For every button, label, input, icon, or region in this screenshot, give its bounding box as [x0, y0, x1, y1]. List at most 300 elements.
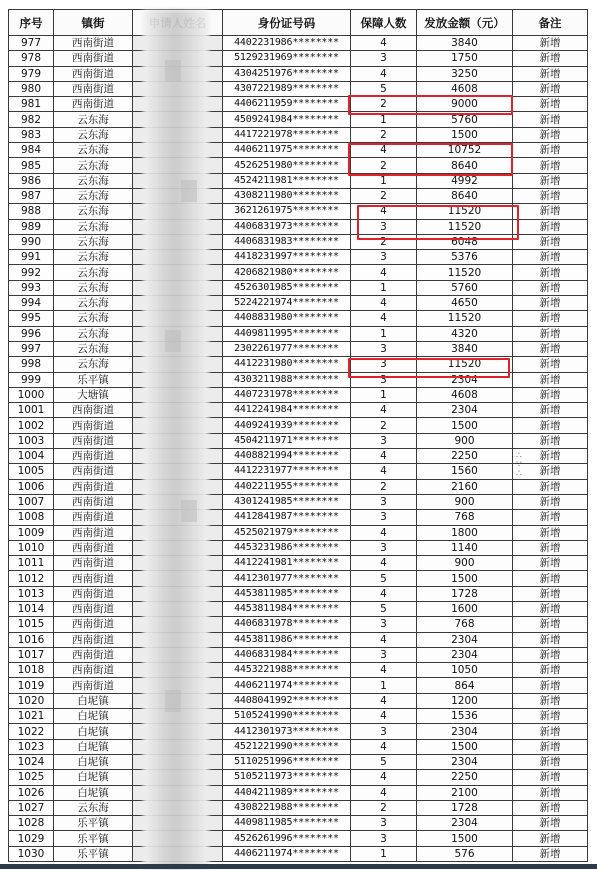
row-seq: 1025 [9, 770, 54, 785]
row-amount: 1500 [417, 739, 513, 754]
row-amount: 1050 [417, 663, 513, 678]
table-row [9, 326, 588, 341]
row-persons: 3 [351, 357, 417, 372]
row-note: 新增 [513, 601, 588, 616]
row-persons: 3 [351, 341, 417, 356]
table-row [9, 265, 588, 280]
header-note: 备注 [513, 10, 588, 36]
row-town: 西南街道 [54, 647, 133, 662]
table-row [9, 647, 588, 662]
row-amount: 1500 [417, 571, 513, 586]
row-seq: 1012 [9, 571, 54, 586]
row-idcard: 4418231997******** [223, 250, 351, 265]
row-town: 云东海 [54, 143, 133, 158]
row-idcard: 4412241981******** [223, 556, 351, 571]
row-note: 新增 [513, 188, 588, 203]
row-idcard: 4304251976******** [223, 66, 351, 81]
row-persons: 4 [351, 296, 417, 311]
row-amount: 1728 [417, 586, 513, 601]
row-note: 新增 [513, 816, 588, 831]
row-persons: 2 [351, 418, 417, 433]
table-row [9, 632, 588, 647]
row-town: 云东海 [54, 357, 133, 372]
row-seq: 1008 [9, 510, 54, 525]
row-amount: 5760 [417, 112, 513, 127]
row-note: 新增 [513, 831, 588, 846]
row-town: 云东海 [54, 326, 133, 341]
row-note: 新增 [513, 51, 588, 66]
row-note: 新增 [513, 341, 588, 356]
row-idcard: 5110251996******** [223, 754, 351, 769]
table-row [9, 510, 588, 525]
row-amount: 768 [417, 617, 513, 632]
table-row [9, 586, 588, 601]
row-idcard: 4206821980******** [223, 265, 351, 280]
row-persons: 5 [351, 81, 417, 96]
red-highlight-box [348, 143, 513, 176]
table-row [9, 464, 588, 479]
row-seq: 994 [9, 296, 54, 311]
redaction-blur-block [165, 690, 181, 712]
table-row [9, 709, 588, 724]
row-amount: 1500 [417, 831, 513, 846]
header-seq: 序号 [9, 10, 54, 36]
row-idcard: 4412231977******** [223, 464, 351, 479]
row-persons: 1 [351, 280, 417, 295]
row-town: 西南街道 [54, 97, 133, 112]
row-persons: 4 [351, 464, 417, 479]
row-amount: 1800 [417, 525, 513, 540]
table-row [9, 418, 588, 433]
row-seq: 1019 [9, 678, 54, 693]
row-note: 新增 [513, 632, 588, 647]
row-idcard: 4524211981******** [223, 173, 351, 188]
row-persons: 4 [351, 693, 417, 708]
row-town: 云东海 [54, 234, 133, 249]
row-town: 云东海 [54, 311, 133, 326]
table-row [9, 678, 588, 693]
row-amount: 2304 [417, 724, 513, 739]
row-amount: 2304 [417, 647, 513, 662]
header-town: 镇街 [54, 10, 133, 36]
row-note: 新增 [513, 647, 588, 662]
row-idcard: 4408831980******** [223, 311, 351, 326]
row-note: 新增 [513, 173, 588, 188]
subsidy-roster-table [8, 9, 588, 862]
row-note: 新增 [513, 326, 588, 341]
row-note: 新增 [513, 219, 588, 234]
row-idcard: 4412301977******** [223, 571, 351, 586]
row-note: 新增 [513, 540, 588, 555]
row-seq: 1026 [9, 785, 54, 800]
row-seq: 1028 [9, 816, 54, 831]
row-amount: 6048 [417, 234, 513, 249]
row-amount: 900 [417, 494, 513, 509]
row-seq: 996 [9, 326, 54, 341]
row-seq: 1006 [9, 479, 54, 494]
row-amount: 900 [417, 433, 513, 448]
row-town: 白坭镇 [54, 739, 133, 754]
scan-speckle-mark: ∴ ∵ ∴ [516, 451, 523, 479]
row-idcard: 4408041992******** [223, 693, 351, 708]
row-idcard: 4308221988******** [223, 800, 351, 815]
row-idcard: 5105241990******** [223, 709, 351, 724]
row-seq: 1023 [9, 739, 54, 754]
row-amount: 1600 [417, 601, 513, 616]
row-note: 新增 [513, 754, 588, 769]
row-idcard: 4412231980******** [223, 357, 351, 372]
row-note: 新增 [513, 403, 588, 418]
row-amount: 900 [417, 556, 513, 571]
row-idcard: 4417221978******** [223, 127, 351, 142]
row-amount: 2100 [417, 785, 513, 800]
row-seq: 998 [9, 357, 54, 372]
row-town: 云东海 [54, 280, 133, 295]
row-idcard: 4509241984******** [223, 112, 351, 127]
row-seq: 1015 [9, 617, 54, 632]
row-town: 西南街道 [54, 586, 133, 601]
table-row [9, 831, 588, 846]
row-note: 新增 [513, 387, 588, 402]
row-note: 新增 [513, 143, 588, 158]
row-seq: 995 [9, 311, 54, 326]
row-town: 大塘镇 [54, 387, 133, 402]
row-seq: 982 [9, 112, 54, 127]
row-note: 新增 [513, 846, 588, 861]
row-town: 西南街道 [54, 66, 133, 81]
row-town: 西南街道 [54, 525, 133, 540]
row-town: 乐平镇 [54, 831, 133, 846]
row-amount: 576 [417, 846, 513, 861]
row-idcard: 4404211989******** [223, 785, 351, 800]
row-idcard: 4526301985******** [223, 280, 351, 295]
row-town: 云东海 [54, 250, 133, 265]
table-row [9, 433, 588, 448]
row-persons: 5 [351, 601, 417, 616]
row-note: 新增 [513, 556, 588, 571]
row-persons: 4 [351, 663, 417, 678]
row-amount: 864 [417, 678, 513, 693]
row-note: 新增 [513, 234, 588, 249]
redaction-blur-block [165, 330, 181, 352]
row-seq: 1009 [9, 525, 54, 540]
row-amount: 4608 [417, 81, 513, 96]
row-seq: 1002 [9, 418, 54, 433]
row-note: 新增 [513, 525, 588, 540]
row-note: 新增 [513, 357, 588, 372]
row-note: 新增 [513, 571, 588, 586]
redaction-blur-block [181, 500, 197, 522]
row-amount: 11520 [417, 311, 513, 326]
redaction-blur-block [181, 180, 197, 202]
table-header-row [9, 10, 588, 36]
row-town: 云东海 [54, 296, 133, 311]
row-persons: 5 [351, 754, 417, 769]
row-note: 新增 [513, 250, 588, 265]
row-seq: 993 [9, 280, 54, 295]
row-persons: 4 [351, 449, 417, 464]
table-row [9, 403, 588, 418]
row-seq: 984 [9, 143, 54, 158]
row-amount: 2304 [417, 816, 513, 831]
row-persons: 4 [351, 265, 417, 280]
row-persons: 4 [351, 403, 417, 418]
row-idcard: 4525021979******** [223, 525, 351, 540]
row-seq: 977 [9, 36, 54, 51]
header-persons: 保障人数 [351, 10, 417, 36]
table-row [9, 663, 588, 678]
header-amount: 发放金额（元） [417, 10, 513, 36]
row-note: 新增 [513, 479, 588, 494]
row-amount: 2304 [417, 372, 513, 387]
row-town: 云东海 [54, 158, 133, 173]
row-town: 西南街道 [54, 479, 133, 494]
red-highlight-box [348, 95, 513, 115]
table-row [9, 800, 588, 815]
row-idcard: 4406831978******** [223, 617, 351, 632]
row-town: 西南街道 [54, 571, 133, 586]
row-town: 云东海 [54, 188, 133, 203]
row-persons: 2 [351, 800, 417, 815]
row-persons: 1 [351, 387, 417, 402]
row-idcard: 4409241939******** [223, 418, 351, 433]
row-amount: 4320 [417, 326, 513, 341]
row-seq: 983 [9, 127, 54, 142]
row-persons: 4 [351, 311, 417, 326]
row-seq: 1003 [9, 433, 54, 448]
table-row [9, 296, 588, 311]
row-town: 西南街道 [54, 601, 133, 616]
row-idcard: 4412841987******** [223, 510, 351, 525]
table-row [9, 540, 588, 555]
row-persons: 3 [351, 510, 417, 525]
table-row [9, 724, 588, 739]
row-note: 新增 [513, 66, 588, 81]
row-town: 云东海 [54, 127, 133, 142]
row-amount: 768 [417, 510, 513, 525]
row-note: 新增 [513, 785, 588, 800]
row-idcard: 4521221990******** [223, 739, 351, 754]
row-idcard: 4408821994******** [223, 449, 351, 464]
row-idcard: 4504211971******** [223, 433, 351, 448]
row-seq: 990 [9, 234, 54, 249]
row-persons: 4 [351, 586, 417, 601]
row-seq: 997 [9, 341, 54, 356]
row-persons: 4 [351, 143, 417, 158]
row-persons: 4 [351, 204, 417, 219]
row-idcard: 4307221989******** [223, 81, 351, 96]
row-idcard: 4406831983******** [223, 234, 351, 249]
table-row [9, 846, 588, 861]
row-seq: 1027 [9, 800, 54, 815]
row-seq: 1018 [9, 663, 54, 678]
row-amount: 4650 [417, 296, 513, 311]
row-persons: 2 [351, 97, 417, 112]
row-amount: 2304 [417, 754, 513, 769]
row-idcard: 4412301973******** [223, 724, 351, 739]
row-idcard: 5129231969******** [223, 51, 351, 66]
table-row [9, 127, 588, 142]
row-note: 新增 [513, 265, 588, 280]
row-amount: 1140 [417, 540, 513, 555]
row-town: 乐平镇 [54, 846, 133, 861]
row-town: 西南街道 [54, 540, 133, 555]
table-row [9, 387, 588, 402]
row-seq: 992 [9, 265, 54, 280]
row-persons: 3 [351, 647, 417, 662]
table-row [9, 51, 588, 66]
table-row [9, 341, 588, 356]
row-town: 西南街道 [54, 494, 133, 509]
row-persons: 4 [351, 785, 417, 800]
row-idcard: 4409811995******** [223, 326, 351, 341]
row-note: 新增 [513, 372, 588, 387]
row-idcard: 4402211955******** [223, 479, 351, 494]
row-town: 白坭镇 [54, 754, 133, 769]
row-town: 云东海 [54, 219, 133, 234]
header-idcard: 身份证号码 [223, 10, 351, 36]
row-seq: 991 [9, 250, 54, 265]
row-amount: 10752 [417, 143, 513, 158]
row-note: 新增 [513, 693, 588, 708]
row-persons: 5 [351, 571, 417, 586]
row-seq: 980 [9, 81, 54, 96]
row-seq: 1000 [9, 387, 54, 402]
row-persons: 4 [351, 36, 417, 51]
row-seq: 987 [9, 188, 54, 203]
table-row [9, 617, 588, 632]
row-persons: 3 [351, 51, 417, 66]
row-note: 新增 [513, 800, 588, 815]
row-note: 新增 [513, 770, 588, 785]
row-town: 白坭镇 [54, 770, 133, 785]
row-seq: 979 [9, 66, 54, 81]
row-idcard: 4526261996******** [223, 831, 351, 846]
row-seq: 1011 [9, 556, 54, 571]
table-row [9, 816, 588, 831]
row-note: 新增 [513, 97, 588, 112]
row-note: 新增 [513, 112, 588, 127]
row-persons: 1 [351, 112, 417, 127]
row-amount: 8640 [417, 158, 513, 173]
row-idcard: 4308211980******** [223, 188, 351, 203]
row-amount: 2250 [417, 770, 513, 785]
table-row [9, 36, 588, 51]
row-persons: 2 [351, 188, 417, 203]
redaction-blur [143, 10, 209, 870]
row-idcard: 4301241985******** [223, 494, 351, 509]
row-seq: 1024 [9, 754, 54, 769]
row-idcard: 4453221988******** [223, 663, 351, 678]
row-amount: 2250 [417, 449, 513, 464]
row-town: 西南街道 [54, 449, 133, 464]
row-persons: 4 [351, 739, 417, 754]
row-persons: 1 [351, 846, 417, 861]
row-amount: 1728 [417, 800, 513, 815]
row-town: 西南街道 [54, 51, 133, 66]
redaction-blur-block [165, 60, 181, 82]
row-note: 新增 [513, 724, 588, 739]
row-persons: 3 [351, 617, 417, 632]
row-town: 云东海 [54, 112, 133, 127]
row-amount: 3250 [417, 66, 513, 81]
row-persons: 3 [351, 816, 417, 831]
row-note: 新增 [513, 663, 588, 678]
row-seq: 1001 [9, 403, 54, 418]
row-note: 新增 [513, 739, 588, 754]
row-note: 新增 [513, 204, 588, 219]
row-persons: 2 [351, 158, 417, 173]
window-bottom-edge [0, 864, 597, 869]
row-idcard: 4406211974******** [223, 678, 351, 693]
row-persons: 2 [351, 234, 417, 249]
row-note: 新增 [513, 678, 588, 693]
row-persons: 3 [351, 724, 417, 739]
row-seq: 1004 [9, 449, 54, 464]
row-town: 西南街道 [54, 36, 133, 51]
row-seq: 1029 [9, 831, 54, 846]
row-amount: 4992 [417, 173, 513, 188]
table-row [9, 280, 588, 295]
row-amount: 1560 [417, 464, 513, 479]
row-idcard: 4412241984******** [223, 403, 351, 418]
row-idcard: 4453811986******** [223, 632, 351, 647]
row-note: 新增 [513, 127, 588, 142]
row-persons: 3 [351, 494, 417, 509]
row-idcard: 4453811984******** [223, 601, 351, 616]
row-seq: 1005 [9, 464, 54, 479]
row-persons: 3 [351, 372, 417, 387]
row-amount: 4608 [417, 387, 513, 402]
row-town: 云东海 [54, 204, 133, 219]
row-note: 新增 [513, 433, 588, 448]
row-seq: 1017 [9, 647, 54, 662]
row-seq: 1022 [9, 724, 54, 739]
row-town: 西南街道 [54, 81, 133, 96]
row-town: 云东海 [54, 341, 133, 356]
row-seq: 1010 [9, 540, 54, 555]
row-town: 白坭镇 [54, 709, 133, 724]
row-town: 云东海 [54, 265, 133, 280]
row-idcard: 4406831984******** [223, 647, 351, 662]
row-idcard: 4406211974******** [223, 846, 351, 861]
row-town: 乐平镇 [54, 372, 133, 387]
row-note: 新增 [513, 81, 588, 96]
row-persons: 4 [351, 770, 417, 785]
row-amount: 8640 [417, 188, 513, 203]
table-row [9, 785, 588, 800]
row-town: 西南街道 [54, 418, 133, 433]
row-persons: 2 [351, 479, 417, 494]
row-town: 西南街道 [54, 678, 133, 693]
row-amount: 1500 [417, 127, 513, 142]
row-amount: 5760 [417, 280, 513, 295]
row-idcard: 4409811985******** [223, 816, 351, 831]
row-amount: 11520 [417, 265, 513, 280]
row-town: 云东海 [54, 173, 133, 188]
row-idcard: 4406831973******** [223, 219, 351, 234]
table-row [9, 571, 588, 586]
row-seq: 981 [9, 97, 54, 112]
row-persons: 2 [351, 127, 417, 142]
row-idcard: 5105211973******** [223, 770, 351, 785]
row-town: 西南街道 [54, 632, 133, 647]
row-town: 西南街道 [54, 617, 133, 632]
row-note: 新增 [513, 449, 588, 464]
row-note: 新增 [513, 586, 588, 601]
row-persons: 3 [351, 831, 417, 846]
row-amount: 11520 [417, 204, 513, 219]
